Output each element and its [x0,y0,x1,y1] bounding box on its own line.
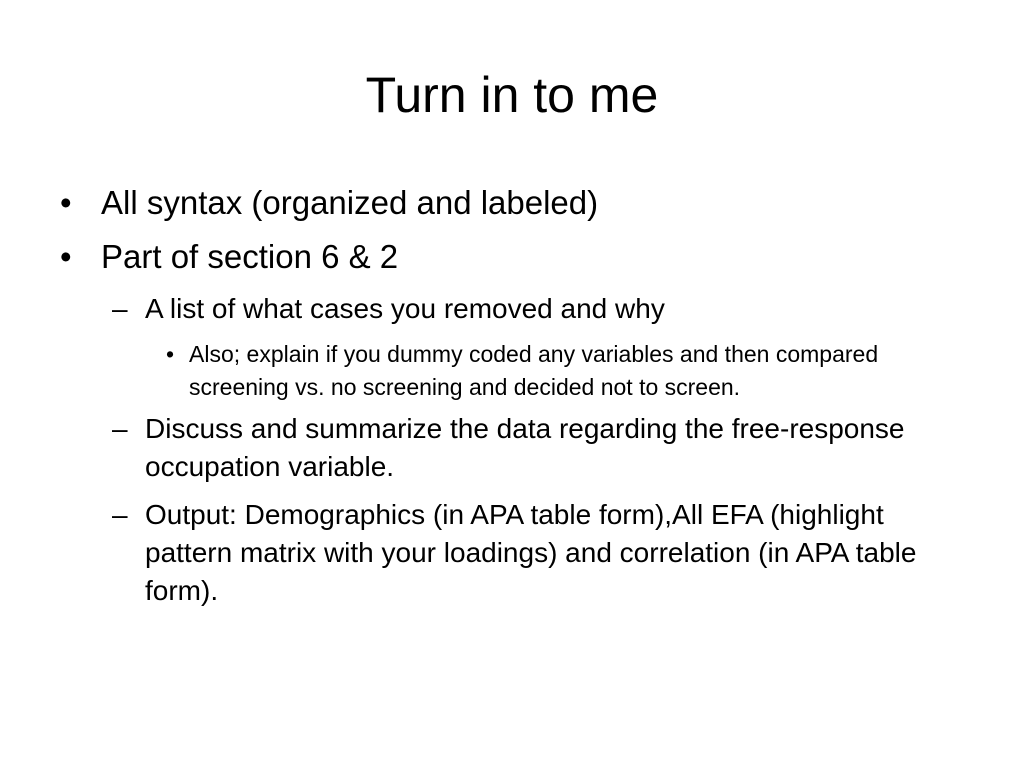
dash-icon: – [112,499,128,530]
sub-item-text: A list of what cases you removed and why [145,293,665,324]
bullet-item-section [56,236,956,278]
bullet-text: Part of section 6 & 2 [101,238,399,275]
sub-sub-item-dummy-coded [56,338,929,404]
sub-item-cases-removed [56,290,956,328]
sub-item-text: Output: Demographics (in APA table form),All EFA (highlight pattern matrix with your loadings) and correlation (in APA table form). [145,499,917,606]
sub-item-output [56,496,956,610]
bullet-icon: • [60,238,72,275]
bullet-text: All syntax (organized and labeled) [101,184,599,221]
slide-title: Turn in to me [365,67,659,123]
bullet-icon: • [166,341,175,367]
bullet-item-syntax [56,182,956,224]
sub-item-text: Discuss and summarize the data regarding the free-response occupation variable. [145,413,905,482]
dash-icon: – [112,293,128,324]
dash-icon: – [112,413,128,444]
sub-item-discuss [56,410,956,486]
bullet-icon: • [60,184,72,221]
sub-sub-item-text: Also; explain if you dummy coded any variables and then compared screening vs. no screening and decided not to screen. [189,341,879,400]
slide-body [56,182,956,620]
